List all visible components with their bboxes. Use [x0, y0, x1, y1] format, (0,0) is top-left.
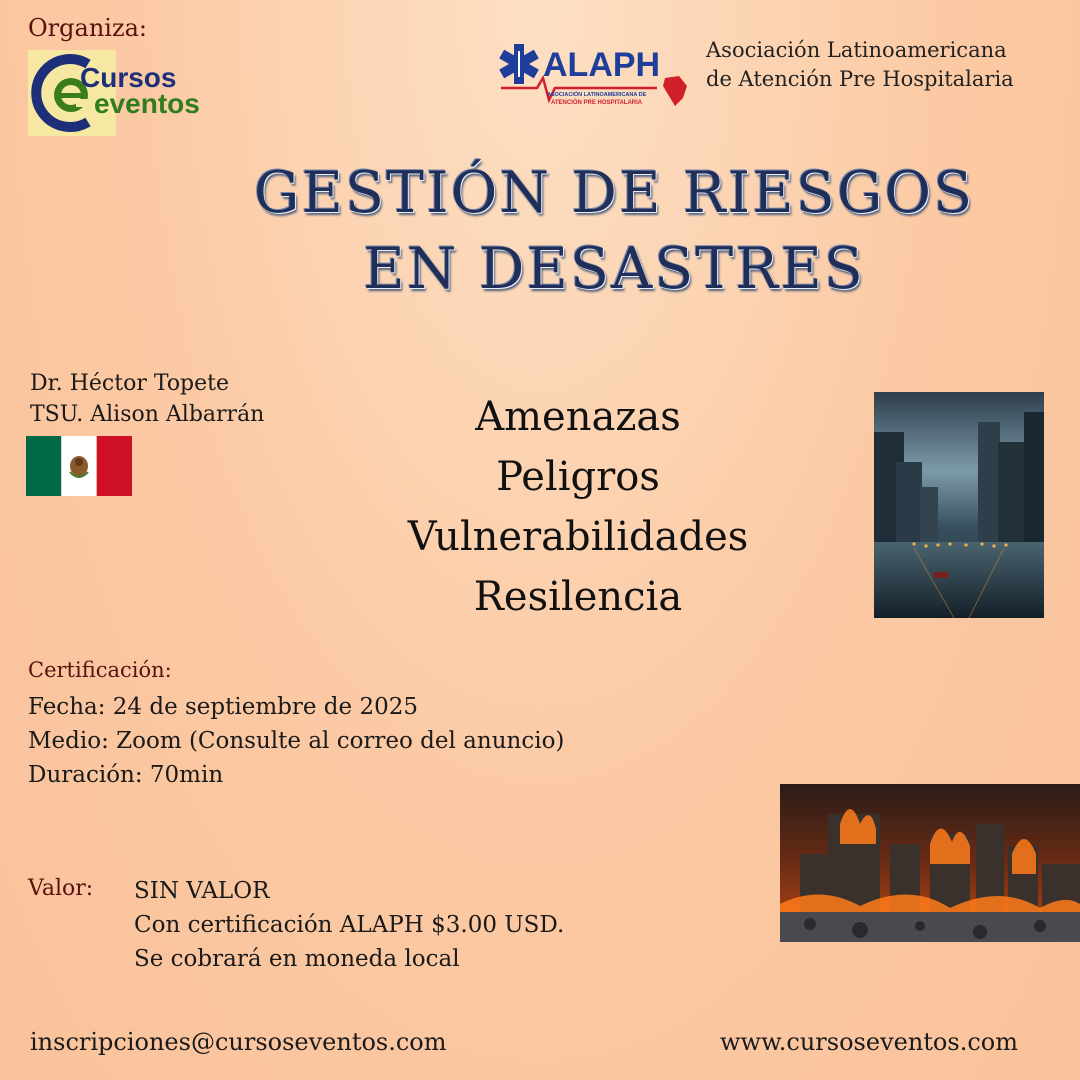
partner-name-line-2: de Atención Pre Hospitalaria — [706, 67, 1014, 91]
logo-text-eventos: eventos — [94, 88, 200, 119]
organiza-label: Organiza: — [28, 14, 147, 42]
logo-text-cursos: Cursos — [80, 62, 177, 93]
svg-text:ASOCIACIÓN LATINOAMERICANA DE: ASOCIACIÓN LATINOAMERICANA DE — [547, 92, 647, 98]
topic-item: Vulnerabilidades — [407, 514, 749, 560]
event-title-line-2: EN DESASTRES — [363, 236, 865, 302]
event-title — [0, 155, 1080, 307]
topic-item: Amenazas — [475, 394, 681, 440]
certification-duration: Duración: 70min — [28, 762, 224, 788]
alaph-logo — [497, 38, 697, 110]
event-title-line-1: GESTIÓN DE RIESGOS — [253, 160, 975, 226]
partner-name-line-1: Asociación Latinoamericana — [706, 38, 1007, 62]
mexico-flag-icon — [26, 436, 132, 496]
svg-text:ATENCIÓN PRE HOSPITALARIA: ATENCIÓN PRE HOSPITALARIA — [551, 100, 643, 106]
certification-details — [28, 690, 564, 792]
contact-email[interactable]: inscripciones@cursoseventos.com — [30, 1028, 447, 1056]
price-certification: Con certificación ALAPH $3.00 USD. — [134, 912, 565, 938]
price-free: SIN VALOR — [134, 878, 270, 904]
speaker-1: Dr. Héctor Topete — [30, 371, 230, 396]
price-label: Valor: — [28, 876, 94, 901]
certification-medium: Medio: Zoom (Consulte al correo del anuncio) — [28, 728, 565, 754]
partner-name — [706, 36, 1014, 94]
price-details — [134, 874, 564, 976]
alaph-star-of-life-icon — [497, 38, 697, 110]
certification-heading: Certificación: — [28, 658, 172, 682]
certification-date: Fecha: 24 de septiembre de 2025 — [28, 694, 418, 720]
speakers — [30, 368, 264, 430]
alaph-logo-wordmark: ALAPH — [543, 46, 661, 84]
topic-item: Peligros — [496, 454, 660, 500]
topics-list — [340, 387, 816, 627]
website-link[interactable]: www.cursoseventos.com — [720, 1028, 1018, 1056]
burning-city-image — [780, 784, 1080, 942]
topic-item: Resilencia — [473, 574, 683, 620]
flooded-city-image — [874, 392, 1044, 618]
price-currency-note: Se cobrará en moneda local — [134, 946, 460, 972]
speaker-2: TSU. Alison Albarrán — [30, 402, 265, 427]
